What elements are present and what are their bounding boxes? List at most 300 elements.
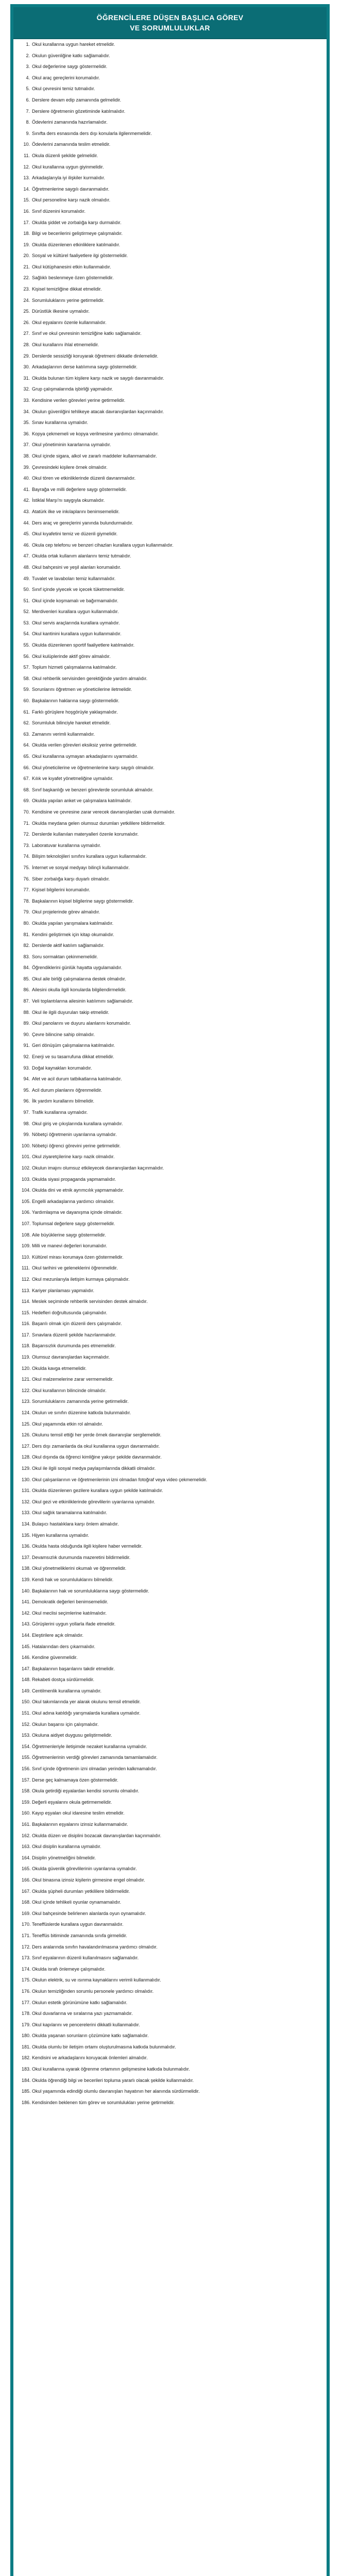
list-item-number: 51. bbox=[23, 598, 30, 603]
list-item-text: Sağlıklı beslenmeye özen göstermelidir. bbox=[32, 275, 114, 281]
list-item-number: 168. bbox=[22, 1900, 31, 1905]
list-item-text: Toplum hizmeti çalışmalarına katılmalıdır. bbox=[32, 665, 117, 670]
list-item bbox=[22, 1332, 315, 1338]
list-item bbox=[22, 1877, 315, 1883]
list-item bbox=[23, 775, 315, 782]
list-item bbox=[23, 531, 315, 537]
list-item-text: Zamanını verimli kullanmalıdır. bbox=[32, 731, 95, 737]
list-item-text: Başkalarının eşyalarını izinsiz kullanmamalıdır. bbox=[32, 1822, 128, 1827]
list-item-text: Ailesini okulla ilgili konularda bilgilendirmelidir. bbox=[32, 987, 127, 993]
list-item-number: 154. bbox=[22, 1743, 31, 1749]
list-item bbox=[23, 887, 315, 893]
list-item bbox=[22, 1398, 315, 1404]
list-item bbox=[23, 442, 315, 448]
list-item-number: 173. bbox=[22, 1955, 31, 1961]
list-item-text: Okul kurallarına uymayan arkadaşlarını uyarmalıdır. bbox=[32, 754, 139, 759]
list-item-text: Okul gezi ve etkinliklerinde görevlilerin uyarılarına uymalıdır. bbox=[32, 1499, 156, 1504]
list-item bbox=[22, 1254, 315, 1260]
list-item-text: Okul ziyaretçilerine karşı nazik olmalıdır. bbox=[32, 1154, 115, 1160]
list-item-number: 16. bbox=[23, 208, 30, 214]
list-item-text: Okulda şüpheli durumları yetkililere bildirmelidir. bbox=[32, 1888, 130, 1894]
list-item-text: Okulda düzen ve disiplini bozacak davranışlardan kaçınmalıdır. bbox=[32, 1833, 162, 1838]
list-item-text: Okulun ve sınıfın düzenine katkıda bulunmalıdır. bbox=[32, 1410, 131, 1416]
list-item bbox=[22, 2032, 315, 2039]
list-item-text: Okulda kavga etmemelidir. bbox=[32, 1365, 87, 1371]
list-item-number: 121. bbox=[22, 1377, 31, 1382]
list-item bbox=[22, 1977, 315, 1983]
list-item-text: Okuluna aidiyet duygusu geliştirmelidir. bbox=[32, 1733, 112, 1738]
list-item-text: Toplumsal değerlere saygı göstermelidir. bbox=[32, 1221, 115, 1226]
list-item bbox=[22, 1933, 315, 1939]
list-item-number: 29. bbox=[23, 353, 30, 359]
list-item-number: 20. bbox=[23, 253, 30, 259]
list-item bbox=[22, 1676, 315, 1683]
list-item bbox=[22, 1888, 315, 1894]
list-item bbox=[23, 1042, 315, 1048]
list-item bbox=[23, 1087, 315, 1093]
list-item bbox=[23, 586, 315, 592]
list-item-text: Okul binasına izinsiz kişilerin girmesine engel olmalıdır. bbox=[32, 1877, 145, 1883]
list-item-text: Okulun temizliğinden sorumlu personele yardımcı olmalıdır. bbox=[32, 1988, 154, 1994]
list-item-text: Okul takımlarında yer alarak okulunu temsil etmelidir. bbox=[32, 1699, 141, 1705]
list-item-text: Afet ve acil durum tatbikatlarına katılmalıdır. bbox=[32, 1076, 122, 1082]
list-item bbox=[22, 1866, 315, 1872]
list-item bbox=[22, 1632, 315, 1638]
list-item bbox=[26, 75, 315, 81]
list-item-number: 72. bbox=[23, 832, 30, 837]
list-item bbox=[23, 230, 315, 236]
list-item bbox=[23, 608, 315, 615]
list-item-text: Okul ile ilgili sosyal medya paylaşımlarında dikkatli olmalıdır. bbox=[32, 1466, 156, 1471]
list-item-text: Okulun güvenliğini tehlikeye atacak davranışlardan kaçınmalıdır. bbox=[32, 409, 164, 414]
list-item bbox=[22, 1699, 315, 1705]
list-item bbox=[23, 920, 315, 926]
list-item-number: 64. bbox=[23, 742, 30, 748]
list-item-number: 88. bbox=[23, 1009, 30, 1015]
list-item-text: Okulda israfı önlemeye çalışmalıdır. bbox=[32, 1966, 106, 1972]
list-item-text: Okul bahçesinde belirlenen alanlarda oyun oynamalıdır. bbox=[32, 1910, 146, 1916]
list-item-text: Başkalarının başarılarını takdir etmelidir. bbox=[32, 1666, 115, 1671]
list-item-number: 94. bbox=[23, 1076, 30, 1082]
list-item-text: Başkalarının haklarına saygı göstermelidir. bbox=[32, 698, 120, 704]
list-item-text: Okul kurallarına uyarak öğrenme ortamının gelişmesine katkıda bulunmalıdır. bbox=[32, 2066, 190, 2072]
list-item-text: Grup çalışmalarında işbirliği yapmalıdır. bbox=[32, 386, 113, 392]
list-item-text: Okul giriş ve çıkışlarında kurallara uymalıdır. bbox=[32, 1121, 123, 1126]
list-item-text: Okul adına katıldığı yarışmalarda kurallara uymalıdır. bbox=[32, 1710, 141, 1716]
list-item-text: Sınavlara düzenli şekilde hazırlanmalıdır. bbox=[32, 1332, 116, 1337]
list-item-text: Öğretmenlerinin verdiği görevleri zamanında tamamlamalıdır. bbox=[32, 1755, 158, 1760]
list-item bbox=[23, 1121, 315, 1127]
list-item-number: 87. bbox=[23, 998, 30, 1004]
list-item bbox=[23, 141, 315, 147]
list-item bbox=[22, 1410, 315, 1416]
list-item-number: 131. bbox=[22, 1488, 31, 1494]
list-item bbox=[22, 1310, 315, 1316]
list-item-number: 22. bbox=[23, 275, 30, 281]
list-item-number: 145. bbox=[22, 1643, 31, 1649]
list-item-text: Okul tarihini ve geleneklerini öğrenmelidir. bbox=[32, 1265, 118, 1271]
list-item-number: 56. bbox=[23, 653, 30, 659]
list-item bbox=[22, 1154, 315, 1160]
list-item-text: Kariyer planlaması yapmalıdır. bbox=[32, 1287, 95, 1293]
list-item-text: Okul rehberlik servisinden gerektiğinde yardım almalıdır. bbox=[32, 675, 148, 681]
list-item-text: Okul eşyalarını özenle kullanmalıdır. bbox=[32, 319, 107, 325]
list-item-text: Kendisinden beklenen tüm görev ve sorumlulukları yerine getirmelidir. bbox=[32, 2099, 175, 2105]
list-item-text: Eleştirilere açık olmalıdır. bbox=[32, 1632, 84, 1638]
list-item-number: 39. bbox=[23, 464, 30, 470]
list-item-text: Okul içinde tehlikeli oyunlar oynamamalıdır. bbox=[32, 1900, 122, 1905]
list-item-number: 175. bbox=[22, 1977, 31, 1983]
list-item-text: Okul kurallarına uygun giyinmelidir. bbox=[32, 164, 104, 170]
list-item-number: 129. bbox=[22, 1466, 31, 1471]
list-item bbox=[23, 842, 315, 849]
list-item-number: 32. bbox=[23, 386, 30, 392]
list-item-number: 99. bbox=[23, 1132, 30, 1138]
list-item-text: Okul panolarını ve duyuru alanlarını korumalıdır. bbox=[32, 1021, 131, 1026]
list-item-text: Merdivenleri kurallara uygun kullanmalıdır. bbox=[32, 609, 119, 615]
list-item-number: 59. bbox=[23, 687, 30, 692]
list-item-number: 11. bbox=[24, 152, 30, 158]
list-item-text: Okulda düzenlenen sportif faaliyetlere katılmalıdır. bbox=[32, 642, 135, 648]
list-item-text: Sınıf ve okul çevresinin temizliğine katkı sağlamalıdır. bbox=[32, 331, 142, 336]
list-item-number: 47. bbox=[23, 553, 30, 559]
list-item bbox=[22, 1365, 315, 1371]
list-item-text: Okul kurallarının bilincinde olmalıdır. bbox=[32, 1387, 107, 1393]
list-item bbox=[23, 464, 315, 470]
list-item-number: 84. bbox=[23, 965, 30, 971]
list-item-text: Okul yöneticilerine ve öğretmenlerine karşı saygılı olmalıdır. bbox=[32, 765, 155, 770]
list-item-number: 1. bbox=[26, 42, 30, 47]
list-item-number: 137. bbox=[22, 1554, 31, 1560]
list-item-number: 91. bbox=[23, 1043, 30, 1048]
list-item-text: Arkadaşlarıyla iyi ilişkiler kurmalıdır. bbox=[32, 175, 106, 181]
list-item-number: 105. bbox=[22, 1198, 31, 1204]
list-item-number: 159. bbox=[22, 1799, 31, 1805]
list-item bbox=[23, 998, 315, 1004]
list-item-number: 38. bbox=[23, 453, 30, 459]
list-item bbox=[24, 152, 315, 159]
list-item bbox=[23, 742, 315, 748]
list-item bbox=[22, 1643, 315, 1650]
list-item-text: Okulda yaşanan sorunların çözümüne katkı sağlamalıdır. bbox=[32, 2033, 149, 2039]
list-item-number: 80. bbox=[23, 920, 30, 926]
list-item bbox=[22, 2044, 315, 2050]
list-item bbox=[23, 598, 315, 604]
list-item-number: 119. bbox=[22, 1354, 30, 1360]
list-item bbox=[23, 1054, 315, 1060]
list-item-number: 152. bbox=[22, 1721, 31, 1727]
list-item bbox=[22, 1721, 315, 1727]
list-item bbox=[23, 931, 315, 938]
list-item bbox=[22, 1944, 315, 1950]
list-item-text: Kendisine verilen görevleri yerine getirmelidir. bbox=[32, 398, 126, 403]
list-item-number: 74. bbox=[23, 854, 30, 859]
list-item-number: 186. bbox=[22, 2099, 31, 2105]
list-item-number: 7. bbox=[26, 108, 30, 114]
list-item-number: 174. bbox=[22, 1966, 31, 1972]
list-item bbox=[22, 1421, 315, 1427]
list-item bbox=[23, 820, 315, 826]
list-item bbox=[23, 520, 315, 526]
list-item bbox=[23, 275, 315, 281]
list-item-text: Okul kapılarını ve pencerelerini dikkatli kullanmalıdır. bbox=[32, 2022, 140, 2027]
list-item-number: 115. bbox=[22, 1310, 30, 1315]
list-item-text: Derse geç kalmamaya özen göstermelidir. bbox=[32, 1777, 118, 1783]
list-item bbox=[22, 1287, 315, 1294]
list-item bbox=[23, 297, 315, 303]
list-item bbox=[23, 1131, 315, 1138]
list-item-text: Soru sormaktan çekinmemelidir. bbox=[32, 954, 98, 959]
list-item-text: Çevresindeki kişilere örnek olmalıdır. bbox=[32, 464, 108, 470]
list-item-text: Çevre bilincine sahip olmalıdır. bbox=[32, 1031, 95, 1037]
list-item bbox=[23, 308, 315, 314]
list-item-number: 9. bbox=[26, 130, 30, 136]
list-item-number: 78. bbox=[23, 898, 30, 904]
list-item-text: Bulaşıcı hastalıklara karşı önlem almalıdır. bbox=[32, 1521, 119, 1527]
list-item-number: 14. bbox=[23, 186, 30, 192]
list-item-text: Milli ve manevi değerleri korumalıdır. bbox=[32, 1243, 108, 1249]
list-item-number: 157. bbox=[22, 1777, 31, 1783]
list-item-text: Okul yönetmeliklerini okumalı ve öğrenmelidir. bbox=[32, 1566, 127, 1571]
list-item-text: Okulda öğrendiği bilgi ve becerileri topluma yararlı olacak şekilde kullanmalıdır. bbox=[32, 2077, 194, 2083]
list-item-text: Okul kıyafetini temiz ve düzenli giymelidir. bbox=[32, 531, 118, 537]
list-item-text: Başkalarının hak ve sorumluluklarına saygı göstermelidir. bbox=[32, 1588, 149, 1594]
list-item bbox=[22, 1454, 315, 1460]
list-item-text: Okul kulüplerinde aktif görev almalıdır. bbox=[32, 653, 111, 659]
list-item-number: 185. bbox=[22, 2089, 31, 2094]
list-item-number: 110. bbox=[22, 1254, 30, 1260]
list-item-text: Öğretmenleriyle iletişimde nezaket kurallarına uymalıdır. bbox=[32, 1743, 147, 1749]
list-item-text: Okulun imajını olumsuz etkileyecek davranışlardan kaçınmalıdır. bbox=[32, 1165, 164, 1171]
list-item-text: Bilgi ve becerilerini geliştirmeye çalışmalıdır. bbox=[32, 231, 123, 236]
list-item-text: Okulda hasta olduğunda ilgili kişilere haber vermelidir. bbox=[32, 1544, 143, 1549]
list-item-number: 28. bbox=[23, 342, 30, 348]
list-item bbox=[22, 1499, 315, 1505]
list-item-text: Hatalarından ders çıkarmalıdır. bbox=[32, 1643, 96, 1649]
list-item-text: Bilişim teknolojileri sınıfını kurallara uygun kullanmalıdır. bbox=[32, 854, 147, 859]
list-item-text: Öğrendiklerini günlük hayatta uygulamalıdır. bbox=[32, 965, 123, 971]
list-item bbox=[22, 2099, 315, 2106]
list-item-text: Okul aile birliği çalışmalarına destek olmalıdır. bbox=[32, 976, 126, 981]
list-item-text: Kendisine ve çevresine zarar verecek davranışlardan uzak durmalıdır. bbox=[32, 809, 176, 815]
list-item-text: Bayrağa ve milli değerlere saygı göstermelidir. bbox=[32, 486, 127, 492]
list-item bbox=[22, 1387, 315, 1394]
list-item-text: Okul dışında da öğrenci kimliğine yakışır şekilde davranmalıdır. bbox=[32, 1454, 162, 1460]
list-item-text: Okulda bulunan tüm kişilere karşı nazik ve saygılı davranmalıdır. bbox=[32, 375, 164, 381]
list-item-number: 177. bbox=[22, 1999, 31, 2005]
list-item-number: 46. bbox=[23, 542, 30, 548]
list-item-text: Kendisini ve arkadaşlarını koruyacak önlemleri almalıdır. bbox=[32, 2055, 148, 2061]
list-item-text: Devamsızlık durumunda mazeretini bildirmelidir. bbox=[32, 1554, 131, 1560]
list-item bbox=[22, 1187, 315, 1193]
list-item bbox=[26, 53, 315, 59]
list-item bbox=[23, 164, 315, 170]
list-item-text: Okul bahçesini ve yeşil alanları korumalıdır. bbox=[32, 564, 122, 570]
list-item bbox=[23, 353, 315, 359]
list-item-number: 125. bbox=[22, 1421, 31, 1427]
list-item-text: Sınıf eşyalarının düzenli kullanılmasını sağlamalıdır. bbox=[32, 1955, 139, 1961]
list-item-number: 104. bbox=[22, 1188, 31, 1193]
list-item bbox=[22, 1320, 315, 1327]
list-item-number: 96. bbox=[23, 1098, 30, 1104]
list-item-text: Okul personeline karşı nazik olmalıdır. bbox=[32, 197, 111, 203]
list-item bbox=[22, 1143, 315, 1149]
list-item-number: 171. bbox=[22, 1933, 31, 1938]
list-item-text: Okul meclisi seçimlerine katılmalıdır. bbox=[32, 1610, 107, 1616]
list-item bbox=[22, 1754, 315, 1760]
list-item bbox=[22, 1565, 315, 1571]
list-item-text: İnternet ve sosyal medyayı bilinçli kullanmalıdır. bbox=[32, 865, 130, 870]
list-item-text: Teneffüslerde kurallara uygun davranmalıdır. bbox=[32, 1922, 124, 1927]
list-item-text: Başarısızlık durumunda pes etmemelidir. bbox=[32, 1343, 116, 1349]
list-item-number: 42. bbox=[23, 498, 30, 503]
list-item-text: Derslerde kullanılan materyalleri özenle korumalıdır. bbox=[32, 832, 139, 837]
list-item bbox=[22, 1899, 315, 1905]
list-item-number: 68. bbox=[23, 787, 30, 792]
list-item-number: 48. bbox=[23, 564, 30, 570]
list-item-text: Arkadaşlarının derse katılımına saygı göstermelidir. bbox=[32, 364, 138, 370]
list-item bbox=[23, 364, 315, 370]
list-item-number: 61. bbox=[23, 709, 30, 715]
list-item-text: Sınıf içinde öğretmenin izni olmadan yerinden kalkmamalıdır. bbox=[32, 1766, 157, 1772]
list-item-number: 35. bbox=[23, 420, 30, 426]
list-item-text: Okul kantinini kurallara uygun kullanmalıdır. bbox=[32, 631, 122, 637]
list-item bbox=[23, 664, 315, 670]
list-item bbox=[22, 2077, 315, 2083]
list-item bbox=[23, 208, 315, 214]
list-item-number: 52. bbox=[23, 609, 30, 615]
list-item-text: Okul araç gereçlerini korumalıdır. bbox=[32, 75, 100, 80]
list-item bbox=[23, 319, 315, 326]
list-item-text: Okul çalışanlarının ve öğretmenlerinin izni olmadan fotoğraf veya video çekmemelidir. bbox=[32, 1477, 208, 1482]
list-item bbox=[23, 453, 315, 459]
list-item-text: Değerli eşyalarını okula getirmemelidir. bbox=[32, 1799, 112, 1805]
list-item-text: Okulun güvenliğine katkı sağlamalıdır. bbox=[32, 53, 110, 58]
list-item-number: 62. bbox=[23, 720, 30, 726]
list-item-number: 26. bbox=[23, 319, 30, 325]
list-item-number: 135. bbox=[22, 1532, 31, 1538]
list-item-text: Okulda siyasi propaganda yapmamalıdır. bbox=[32, 1176, 116, 1182]
list-item-text: Okul içinde sigara, alkol ve zararlı maddeler kullanmamalıdır. bbox=[32, 453, 157, 459]
list-item-number: 45. bbox=[23, 531, 30, 537]
list-item-text: Okulda yapılan anket ve çalışmalara katılmalıdır. bbox=[32, 798, 132, 804]
list-item-number: 8. bbox=[26, 120, 30, 125]
list-item bbox=[22, 1554, 315, 1561]
list-item bbox=[22, 1432, 315, 1438]
list-item bbox=[22, 2066, 315, 2072]
list-item bbox=[22, 1743, 315, 1750]
list-item-text: Demokratik değerleri benimsemelidir. bbox=[32, 1599, 109, 1605]
list-item bbox=[23, 431, 315, 437]
list-item-text: Başkalarının kişisel bilgilerine saygı göstermelidir. bbox=[32, 898, 134, 904]
list-item-number: 138. bbox=[22, 1566, 31, 1571]
list-item-text: Yardımlaşma ve dayanışma içinde olmalıdır. bbox=[32, 1210, 123, 1215]
list-item-text: Dürüstlük ilkesine uymalıdır. bbox=[32, 309, 90, 314]
list-item-text: Trafik kurallarına uymalıdır. bbox=[32, 1110, 88, 1115]
list-item-number: 124. bbox=[22, 1410, 31, 1416]
list-item-text: Okula getirdiği eşyalardan kendisi sorumlu olmalıdır. bbox=[32, 1788, 140, 1794]
list-item-number: 90. bbox=[23, 1031, 30, 1037]
list-item-text: Derslerde sessizliği koruyarak öğretmeni dikkatle dinlemelidir. bbox=[32, 353, 159, 359]
list-item-number: 101. bbox=[22, 1154, 31, 1160]
list-item bbox=[23, 686, 315, 692]
list-item-number: 40. bbox=[23, 476, 30, 481]
list-item-text: Siber zorbalığa karşı duyarlı olmalıdır. bbox=[32, 876, 110, 882]
list-item-text: Teneffüs bitiminde zamanında sınıfa girmelidir. bbox=[32, 1933, 127, 1938]
list-item-text: Hedefleri doğrultusunda çalışmalıdır. bbox=[32, 1310, 108, 1315]
list-item-number: 176. bbox=[22, 1988, 31, 1994]
list-item bbox=[22, 1610, 315, 1616]
list-item-text: Sorumluluklarını yerine getirmelidir. bbox=[32, 297, 105, 303]
list-item-number: 6. bbox=[26, 97, 30, 103]
list-item-text: Başarılı olmak için düzenli ders çalışmalıdır. bbox=[32, 1321, 122, 1327]
list-item bbox=[23, 242, 315, 248]
list-item-number: 169. bbox=[22, 1910, 31, 1916]
list-item bbox=[22, 1532, 315, 1538]
list-item bbox=[22, 1465, 315, 1471]
list-item-number: 70. bbox=[23, 809, 30, 815]
list-item bbox=[23, 486, 315, 493]
list-item bbox=[23, 809, 315, 815]
list-item-text: Okul kurallarını ihlal etmemelidir. bbox=[32, 342, 99, 348]
list-item-number: 98. bbox=[23, 1121, 30, 1126]
list-item-text: Veli toplantılarına ailesinin katılımını sağlamalıdır. bbox=[32, 998, 133, 1004]
list-item-number: 75. bbox=[23, 865, 30, 870]
title-banner bbox=[13, 7, 327, 39]
list-item-number: 50. bbox=[23, 587, 30, 592]
list-item bbox=[23, 397, 315, 403]
list-item-text: Ödevlerini zamanında hazırlamalıdır. bbox=[32, 120, 108, 125]
list-item-number: 123. bbox=[22, 1399, 31, 1404]
list-item bbox=[22, 1654, 315, 1660]
list-item-text: Okulda düzenlenen gezilere kurallara uygun şekilde katılmalıdır. bbox=[32, 1488, 163, 1494]
list-item-number: 160. bbox=[22, 1810, 31, 1816]
list-item-number: 17. bbox=[23, 219, 30, 225]
list-item-number: 81. bbox=[23, 931, 30, 937]
list-item bbox=[22, 2055, 315, 2061]
list-item-text: Okulda verilen görevleri eksiksiz yerine getirmelidir. bbox=[32, 742, 138, 748]
list-item bbox=[23, 765, 315, 771]
list-item-number: 53. bbox=[23, 620, 30, 625]
list-item-number: 155. bbox=[22, 1755, 31, 1760]
list-item-text: Sınıfta ders esnasında ders dışı konularla ilgilenmemelidir. bbox=[32, 130, 152, 136]
page-subtitle: VE SORUMLULUKLAR bbox=[130, 24, 210, 32]
list-item-number: 58. bbox=[23, 675, 30, 681]
list-item bbox=[23, 753, 315, 759]
list-item bbox=[23, 1098, 315, 1104]
list-item-number: 19. bbox=[23, 242, 30, 247]
list-item bbox=[23, 542, 315, 548]
list-item-text: Doğal kaynakları korumalıdır. bbox=[32, 1065, 92, 1071]
list-item-number: 151. bbox=[22, 1710, 31, 1716]
list-item-number: 120. bbox=[22, 1365, 31, 1371]
list-item-number: 166. bbox=[22, 1877, 31, 1883]
list-item-number: 44. bbox=[23, 520, 30, 526]
list-item bbox=[23, 798, 315, 804]
list-item-number: 60. bbox=[23, 698, 30, 704]
list-item-number: 107. bbox=[22, 1221, 31, 1226]
list-item-number: 10. bbox=[23, 142, 30, 147]
list-item bbox=[23, 386, 315, 392]
list-item-text: Okul yaşamında edindiği olumlu davranışları hayatının her alanında sürdürmelidir. bbox=[32, 2089, 200, 2094]
list-item bbox=[22, 1999, 315, 2006]
list-item-number: 21. bbox=[23, 264, 30, 269]
list-item bbox=[23, 653, 315, 659]
list-item-number: 134. bbox=[22, 1521, 31, 1527]
list-item-text: Okul yönetiminin kararlarına uymalıdır. bbox=[32, 442, 111, 448]
list-item-number: 133. bbox=[22, 1510, 31, 1516]
list-item-text: Okul projelerinde görev almalıdır. bbox=[32, 909, 100, 915]
